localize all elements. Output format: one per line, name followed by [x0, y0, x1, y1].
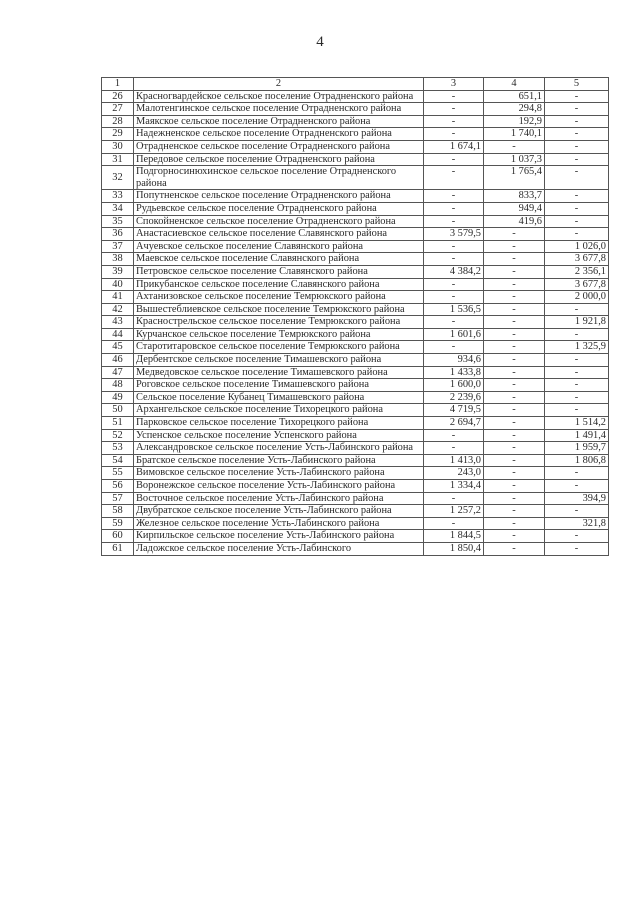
column-5-value-cell: 1 806,8 — [545, 454, 609, 467]
row-number-cell: 36 — [102, 228, 134, 241]
column-5-value-cell: 1 514,2 — [545, 417, 609, 430]
settlement-name-cell: Роговское сельское поселение Тимашевского района — [134, 379, 424, 392]
column-5-value-cell: - — [545, 303, 609, 316]
column-4-value-cell: - — [484, 404, 545, 417]
column-5-value-cell: - — [545, 190, 609, 203]
column-5-value-cell: 3 677,8 — [545, 253, 609, 266]
column-5-value-cell: - — [545, 354, 609, 367]
settlement-name-cell: Надежненское сельское поселение Отрадненского района — [134, 128, 424, 141]
settlement-name-cell: Медведовское сельское поселение Тимашевского района — [134, 366, 424, 379]
row-number-cell: 60 — [102, 530, 134, 543]
column-4-value-cell: 833,7 — [484, 190, 545, 203]
table-row — [102, 517, 609, 530]
settlement-name-cell: Двубратское сельское поселение Усть-Лабинского района — [134, 505, 424, 518]
row-number-cell: 55 — [102, 467, 134, 480]
column-5-value-cell: 394,9 — [545, 492, 609, 505]
column-5-value-cell: 3 677,8 — [545, 278, 609, 291]
column-header: 2 — [134, 78, 424, 91]
settlement-name-cell: Ахтанизовское сельское поселение Темрюкского района — [134, 291, 424, 304]
row-number-cell: 43 — [102, 316, 134, 329]
settlement-name-cell: Подгорносинюхинское сельское поселение Отрадненского района — [134, 166, 424, 190]
column-3-value-cell: - — [424, 90, 484, 103]
table-row — [102, 480, 609, 493]
row-number-cell: 41 — [102, 291, 134, 304]
column-header: 5 — [545, 78, 609, 91]
column-4-value-cell: - — [484, 429, 545, 442]
column-5-value-cell: - — [545, 103, 609, 116]
table-row — [102, 429, 609, 442]
column-3-value-cell: - — [424, 128, 484, 141]
column-4-value-cell: - — [484, 366, 545, 379]
column-3-value-cell: - — [424, 240, 484, 253]
column-5-value-cell: 321,8 — [545, 517, 609, 530]
table-row — [102, 454, 609, 467]
table-row — [102, 354, 609, 367]
column-3-value-cell: 4 384,2 — [424, 265, 484, 278]
settlement-name-cell: Петровское сельское поселение Славянского района — [134, 265, 424, 278]
column-5-value-cell: 2 356,1 — [545, 265, 609, 278]
column-5-value-cell: 1 921,8 — [545, 316, 609, 329]
row-number-cell: 39 — [102, 265, 134, 278]
table-row — [102, 417, 609, 430]
column-3-value-cell: - — [424, 278, 484, 291]
table-row — [102, 404, 609, 417]
column-5-value-cell: - — [545, 215, 609, 228]
column-3-value-cell: 934,6 — [424, 354, 484, 367]
column-4-value-cell: 192,9 — [484, 115, 545, 128]
allocation-table — [101, 77, 609, 556]
column-5-value-cell: - — [545, 90, 609, 103]
settlement-name-cell: Александровское сельское поселение Усть-Лабинского района — [134, 442, 424, 455]
settlement-name-cell: Вышестеблиевское сельское поселение Темрюкского района — [134, 303, 424, 316]
column-5-value-cell: - — [545, 542, 609, 555]
row-number-cell: 37 — [102, 240, 134, 253]
table-row — [102, 153, 609, 166]
column-4-value-cell: - — [484, 467, 545, 480]
column-4-value-cell: - — [484, 341, 545, 354]
row-number-cell: 29 — [102, 128, 134, 141]
column-4-value-cell: 294,8 — [484, 103, 545, 116]
column-3-value-cell: 1 413,0 — [424, 454, 484, 467]
settlement-name-cell: Архангельское сельское поселение Тихорецкого района — [134, 404, 424, 417]
column-header: 4 — [484, 78, 545, 91]
table-row — [102, 240, 609, 253]
column-number-row — [102, 78, 609, 91]
settlement-name-cell: Рудьевское сельское поселение Отрадненского района — [134, 202, 424, 215]
row-number-cell: 30 — [102, 140, 134, 153]
settlement-name-cell: Воронежское сельское поселение Усть-Лабинского района — [134, 480, 424, 493]
column-4-value-cell: - — [484, 542, 545, 555]
table-row — [102, 366, 609, 379]
row-number-cell: 40 — [102, 278, 134, 291]
column-3-value-cell: 1 600,0 — [424, 379, 484, 392]
row-number-cell: 54 — [102, 454, 134, 467]
column-3-value-cell: - — [424, 429, 484, 442]
settlement-name-cell: Восточное сельское поселение Усть-Лабинского района — [134, 492, 424, 505]
column-3-value-cell: - — [424, 291, 484, 304]
column-5-value-cell: - — [545, 166, 609, 190]
column-3-value-cell: - — [424, 215, 484, 228]
table-row — [102, 228, 609, 241]
column-3-value-cell: - — [424, 190, 484, 203]
row-number-cell: 35 — [102, 215, 134, 228]
table-row — [102, 379, 609, 392]
column-3-value-cell: 1 844,5 — [424, 530, 484, 543]
table-row — [102, 140, 609, 153]
column-4-value-cell: 1 740,1 — [484, 128, 545, 141]
column-5-value-cell: 1 026,0 — [545, 240, 609, 253]
row-number-cell: 38 — [102, 253, 134, 266]
column-3-value-cell: 1 334,4 — [424, 480, 484, 493]
column-4-value-cell: - — [484, 517, 545, 530]
table-row — [102, 492, 609, 505]
row-number-cell: 61 — [102, 542, 134, 555]
column-5-value-cell: - — [545, 404, 609, 417]
settlement-name-cell: Малотенгинское сельское поселение Отрадненского района — [134, 103, 424, 116]
settlement-name-cell: Прикубанское сельское поселение Славянского района — [134, 278, 424, 291]
table-row — [102, 115, 609, 128]
column-3-value-cell: - — [424, 341, 484, 354]
column-3-value-cell: - — [424, 166, 484, 190]
table-row — [102, 303, 609, 316]
row-number-cell: 52 — [102, 429, 134, 442]
column-5-value-cell: - — [545, 391, 609, 404]
column-5-value-cell: 2 000,0 — [545, 291, 609, 304]
column-4-value-cell: 419,6 — [484, 215, 545, 228]
row-number-cell: 27 — [102, 103, 134, 116]
settlement-name-cell: Железное сельское поселение Усть-Лабинского района — [134, 517, 424, 530]
column-5-value-cell: - — [545, 379, 609, 392]
settlement-name-cell: Спокойненское сельское поселение Отрадненского района — [134, 215, 424, 228]
column-3-value-cell: 4 719,5 — [424, 404, 484, 417]
column-4-value-cell: 651,1 — [484, 90, 545, 103]
table-row — [102, 328, 609, 341]
column-4-value-cell: - — [484, 140, 545, 153]
settlement-name-cell: Сельское поселение Кубанец Тимашевского района — [134, 391, 424, 404]
column-4-value-cell: - — [484, 379, 545, 392]
column-5-value-cell: - — [545, 480, 609, 493]
column-3-value-cell: - — [424, 202, 484, 215]
settlement-name-cell: Братское сельское поселение Усть-Лабинского района — [134, 454, 424, 467]
row-number-cell: 32 — [102, 166, 134, 190]
column-3-value-cell: - — [424, 442, 484, 455]
settlement-name-cell: Попутненское сельское поселение Отрадненского района — [134, 190, 424, 203]
row-number-cell: 53 — [102, 442, 134, 455]
settlement-name-cell: Дербентское сельское поселение Тимашевского района — [134, 354, 424, 367]
column-4-value-cell: - — [484, 442, 545, 455]
settlement-name-cell: Передовое сельское поселение Отрадненского района — [134, 153, 424, 166]
page-number: 4 — [316, 34, 324, 50]
column-4-value-cell: 949,4 — [484, 202, 545, 215]
column-4-value-cell: - — [484, 480, 545, 493]
table-row — [102, 90, 609, 103]
column-5-value-cell: - — [545, 115, 609, 128]
column-4-value-cell: - — [484, 291, 545, 304]
column-3-value-cell: - — [424, 492, 484, 505]
column-header: 3 — [424, 78, 484, 91]
column-3-value-cell: 1 674,1 — [424, 140, 484, 153]
table-row — [102, 202, 609, 215]
table-row — [102, 265, 609, 278]
column-3-value-cell: 1 536,5 — [424, 303, 484, 316]
column-5-value-cell: - — [545, 140, 609, 153]
column-4-value-cell: - — [484, 417, 545, 430]
column-4-value-cell: - — [484, 253, 545, 266]
column-3-value-cell: - — [424, 103, 484, 116]
column-5-value-cell: - — [545, 328, 609, 341]
table-row — [102, 391, 609, 404]
column-3-value-cell: 3 579,5 — [424, 228, 484, 241]
column-3-value-cell: 1 601,6 — [424, 328, 484, 341]
row-number-cell: 59 — [102, 517, 134, 530]
row-number-cell: 28 — [102, 115, 134, 128]
column-4-value-cell: - — [484, 228, 545, 241]
column-4-value-cell: - — [484, 265, 545, 278]
row-number-cell: 49 — [102, 391, 134, 404]
settlement-name-cell: Ачуевское сельское поселение Славянского района — [134, 240, 424, 253]
settlement-name-cell: Курчанское сельское поселение Темрюкского района — [134, 328, 424, 341]
settlement-name-cell: Краснострельское сельское поселение Темрюкского района — [134, 316, 424, 329]
row-number-cell: 31 — [102, 153, 134, 166]
table-row — [102, 278, 609, 291]
column-3-value-cell: 243,0 — [424, 467, 484, 480]
settlement-name-cell: Вимовское сельское поселение Усть-Лабинского района — [134, 467, 424, 480]
settlement-name-cell: Анастасиевское сельское поселение Славянского района — [134, 228, 424, 241]
column-5-value-cell: - — [545, 366, 609, 379]
row-number-cell: 56 — [102, 480, 134, 493]
table-row — [102, 166, 609, 190]
table-row — [102, 103, 609, 116]
column-3-value-cell: - — [424, 517, 484, 530]
row-number-cell: 45 — [102, 341, 134, 354]
column-4-value-cell: - — [484, 328, 545, 341]
column-4-value-cell: - — [484, 278, 545, 291]
column-4-value-cell: - — [484, 454, 545, 467]
column-4-value-cell: 1 037,3 — [484, 153, 545, 166]
column-5-value-cell: 1 491,4 — [545, 429, 609, 442]
column-4-value-cell: - — [484, 530, 545, 543]
column-4-value-cell: - — [484, 303, 545, 316]
column-4-value-cell: - — [484, 316, 545, 329]
settlement-name-cell: Кирпильское сельское поселение Усть-Лабинского района — [134, 530, 424, 543]
row-number-cell: 50 — [102, 404, 134, 417]
settlement-name-cell: Маякское сельское поселение Отрадненского района — [134, 115, 424, 128]
settlement-name-cell: Отрадненское сельское поселение Отрадненского района — [134, 140, 424, 153]
row-number-cell: 42 — [102, 303, 134, 316]
row-number-cell: 58 — [102, 505, 134, 518]
row-number-cell: 46 — [102, 354, 134, 367]
table-row — [102, 542, 609, 555]
table-row — [102, 505, 609, 518]
column-5-value-cell: - — [545, 505, 609, 518]
column-3-value-cell: - — [424, 153, 484, 166]
column-5-value-cell: - — [545, 153, 609, 166]
column-4-value-cell: - — [484, 391, 545, 404]
column-header: 1 — [102, 78, 134, 91]
row-number-cell: 44 — [102, 328, 134, 341]
column-4-value-cell: - — [484, 505, 545, 518]
row-number-cell: 48 — [102, 379, 134, 392]
row-number-cell: 57 — [102, 492, 134, 505]
settlement-name-cell: Ладожское сельское поселение Усть-Лабинского — [134, 542, 424, 555]
table-row — [102, 442, 609, 455]
table-row — [102, 190, 609, 203]
column-3-value-cell: 1 850,4 — [424, 542, 484, 555]
row-number-cell: 47 — [102, 366, 134, 379]
table-row — [102, 128, 609, 141]
table-row — [102, 316, 609, 329]
table-row — [102, 341, 609, 354]
column-3-value-cell: 1 433,8 — [424, 366, 484, 379]
column-4-value-cell: - — [484, 492, 545, 505]
column-3-value-cell: - — [424, 316, 484, 329]
column-3-value-cell: 2 694,7 — [424, 417, 484, 430]
settlement-name-cell: Старотитаровское сельское поселение Темрюкского района — [134, 341, 424, 354]
column-4-value-cell: 1 765,4 — [484, 166, 545, 190]
column-5-value-cell: - — [545, 202, 609, 215]
settlement-name-cell: Красногвардейское сельское поселение Отрадненского района — [134, 90, 424, 103]
row-number-cell: 34 — [102, 202, 134, 215]
table-row — [102, 467, 609, 480]
settlement-name-cell: Парковское сельское поселение Тихорецкого района — [134, 417, 424, 430]
column-5-value-cell: 1 959,7 — [545, 442, 609, 455]
column-3-value-cell: - — [424, 115, 484, 128]
table-row — [102, 253, 609, 266]
column-3-value-cell: - — [424, 253, 484, 266]
row-number-cell: 33 — [102, 190, 134, 203]
row-number-cell: 51 — [102, 417, 134, 430]
column-5-value-cell: - — [545, 128, 609, 141]
column-4-value-cell: - — [484, 354, 545, 367]
table-row — [102, 530, 609, 543]
column-4-value-cell: - — [484, 240, 545, 253]
row-number-cell: 26 — [102, 90, 134, 103]
table-row — [102, 291, 609, 304]
column-3-value-cell: 1 257,2 — [424, 505, 484, 518]
column-5-value-cell: - — [545, 530, 609, 543]
column-5-value-cell: - — [545, 467, 609, 480]
column-3-value-cell: 2 239,6 — [424, 391, 484, 404]
column-5-value-cell: - — [545, 228, 609, 241]
column-5-value-cell: 1 325,9 — [545, 341, 609, 354]
settlement-name-cell: Успенское сельское поселение Успенского района — [134, 429, 424, 442]
settlement-name-cell: Маевское сельское поселение Славянского района — [134, 253, 424, 266]
table-row — [102, 215, 609, 228]
